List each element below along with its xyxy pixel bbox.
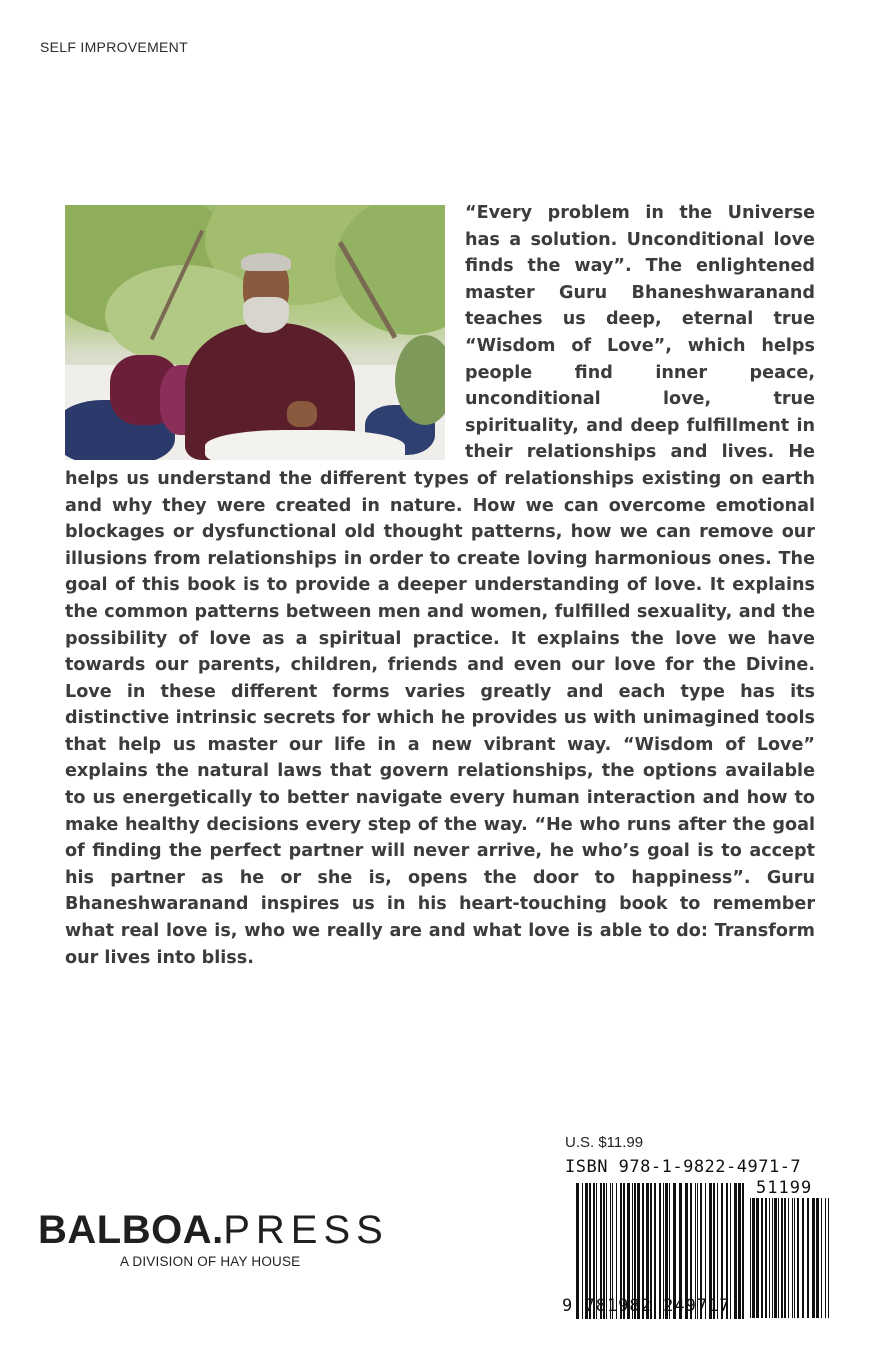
price-label: U.S. $11.99 — [565, 1134, 644, 1151]
back-cover-blurb — [65, 200, 815, 971]
barcode-ean-number: 9 781982 249717 — [562, 1296, 731, 1316]
logo-dot: . — [212, 1208, 224, 1252]
category-label: SELF IMPROVEMENT — [40, 39, 188, 55]
author-photo — [65, 205, 445, 460]
barcode-addon-number: 51199 — [756, 1178, 813, 1198]
addon-barcode-bars — [750, 1198, 830, 1318]
publisher-division: A DIVISION OF HAY HOUSE — [120, 1254, 301, 1269]
blurb-text: “Every problem in the Universe has a solution. Unconditional love finds the way”. The enlightened master Guru Bhaneshwaranand teaches us deep, eternal true “Wisdom of Love”, which helps people find inner peace, unconditional love, true spirituality, and deep fulfillment in their relationships and lives. He helps us understand the different types of relationships existing on earth and why they were created in nature. How we can overcome emotional blockages or dysfunctional old thought patterns, how we can remove our illusions from relationships in order to create loving harmonious ones. The goal of this book is to provide a deeper understanding of love. It explains the common patterns between men and women, fulfilled sexuality, and the possibility of love as a spiritual practice. It explains the love we have towards our parents, children, friends and even our love for the Divine. Love in these different forms varies greatly and each type has its distinctive intrinsic secrets for which he provides us with unimagined tools that help us master our life in a new vibrant way. “Wisdom of Love” explains the natural laws that govern relationships, the options available to us energetically to better navigate every human interaction and how to make healthy decisions every step of the way. “He who runs after the goal of finding the perfect partner will never arrive, he who’s goal is to accept his partner as he or she is, opens the door to happiness”. Guru Bhaneshwaranand inspires us in his heart-touching book to remember what real love is, who we really are and what love is able to do: Transform our lives into bliss. — [65, 203, 815, 968]
publisher-logo — [38, 1208, 389, 1253]
logo-name-light: PRESS — [223, 1208, 389, 1252]
isbn-label: ISBN 978-1-9822-4971-7 — [565, 1157, 802, 1177]
back-cover-footer — [0, 1130, 880, 1360]
logo-name-bold: BALBOA — [38, 1208, 213, 1252]
